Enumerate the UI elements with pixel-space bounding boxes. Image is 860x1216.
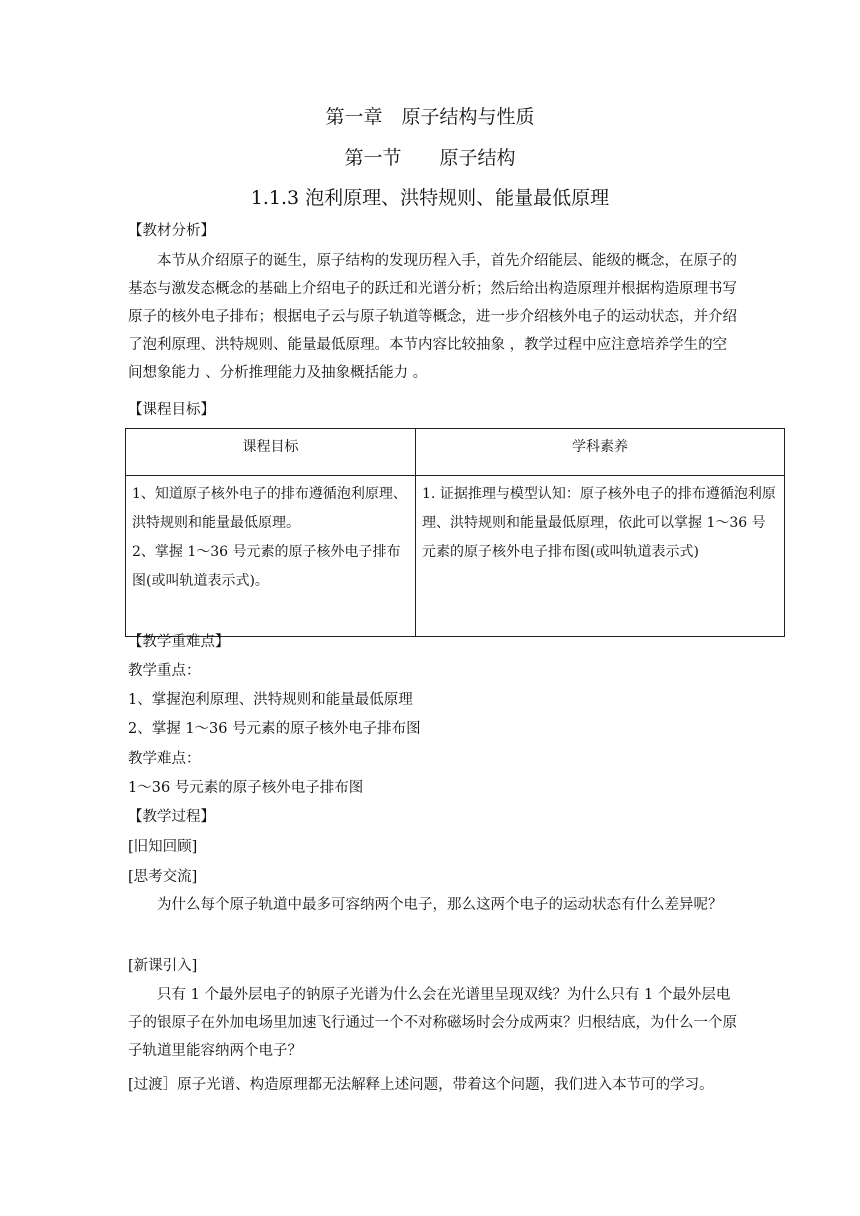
think-label: [思考交流] <box>128 869 198 885</box>
course-goals-heading: 【课程目标】 <box>128 402 215 418</box>
difficulty-label: 教学难点： <box>128 751 201 767</box>
focus-item: 2、掌握 1～36 号元素的原子核外电子排布图 <box>128 721 421 737</box>
intro-label: [新课引入] <box>128 958 198 974</box>
focus-label: 教学重点： <box>128 663 201 679</box>
table-header-row <box>126 429 785 476</box>
textbook-analysis-body: 本节从介绍原子的诞生，原子结构的发现历程入手，首先介绍能层、能级的概念，在原子的基态与激发态概念的基础上介绍电子的跃迁和光谱分析；然后给出构造原理并根据构造原理书写原子的核外电子排布；根据电子云与原子轨道等概念，进一步介绍核外电子的运动状态，并介绍了泡利原理、洪特规则、能量最低原理。本节内容比较抽象 ，教学过程中应注意培养学生的空间想象能力 、分析推理能力及抽象概括能力 。 <box>128 253 737 381</box>
lesson-title: 1.1.3 泡利原理、洪特规则、能量最低原理 <box>250 187 610 209</box>
literacy-cell: 1. 证据推理与模型认知：原子核外电子的排布遵循泡利原理、洪特规则和能量最低原理，依此可以掌握 1～36 号元素的原子核外电子排布图(或叫轨道表示式) <box>416 476 785 637</box>
think-body: 为什么每个原子轨道中最多可容纳两个电子，那么这两个电子的运动状态有什么差异呢？ <box>157 897 723 913</box>
chapter-title: 第一章 原子结构与性质 <box>325 106 535 128</box>
transition-text: [过渡］原子光谱、构造原理都无法解释上述问题，带着这个问题，我们进入本节可的学习。 <box>128 1077 714 1093</box>
process-heading: 【教学过程】 <box>128 809 215 825</box>
difficulty-item: 1～36 号元素的原子核外电子排布图 <box>128 780 364 796</box>
section-title: 第一节 原子结构 <box>344 147 516 169</box>
key-points-heading: 【教学重难点】 <box>128 634 230 650</box>
goal-item: 2、掌握 1～36 号元素的原子核外电子排布图(或叫轨道表示式)。 <box>132 544 401 589</box>
table-row <box>126 476 785 637</box>
course-goals-table <box>125 428 785 637</box>
goals-cell <box>126 476 416 637</box>
textbook-analysis-heading: 【教材分析】 <box>128 223 215 239</box>
table-header-literacy: 学科素养 <box>416 429 785 476</box>
goal-item: 1、知道原子核外电子的排布遵循泡利原理、洪特规则和能量最低原理。 <box>132 486 407 531</box>
intro-body: 只有 1 个最外层电子的钠原子光谱为什么会在光谱里呈现双线？为什么只有 1 个最外层电子的银原子在外加电场里加速飞行通过一个不对称磁场时会分成两束？归根结底，为什么一个原子轨道里能容纳两个电子？ <box>128 987 737 1059</box>
review-label: [旧知回顾] <box>128 839 198 855</box>
focus-item: 1、掌握泡利原理、洪特规则和能量最低原理 <box>128 692 413 708</box>
table-header-goals: 课程目标 <box>126 429 416 476</box>
